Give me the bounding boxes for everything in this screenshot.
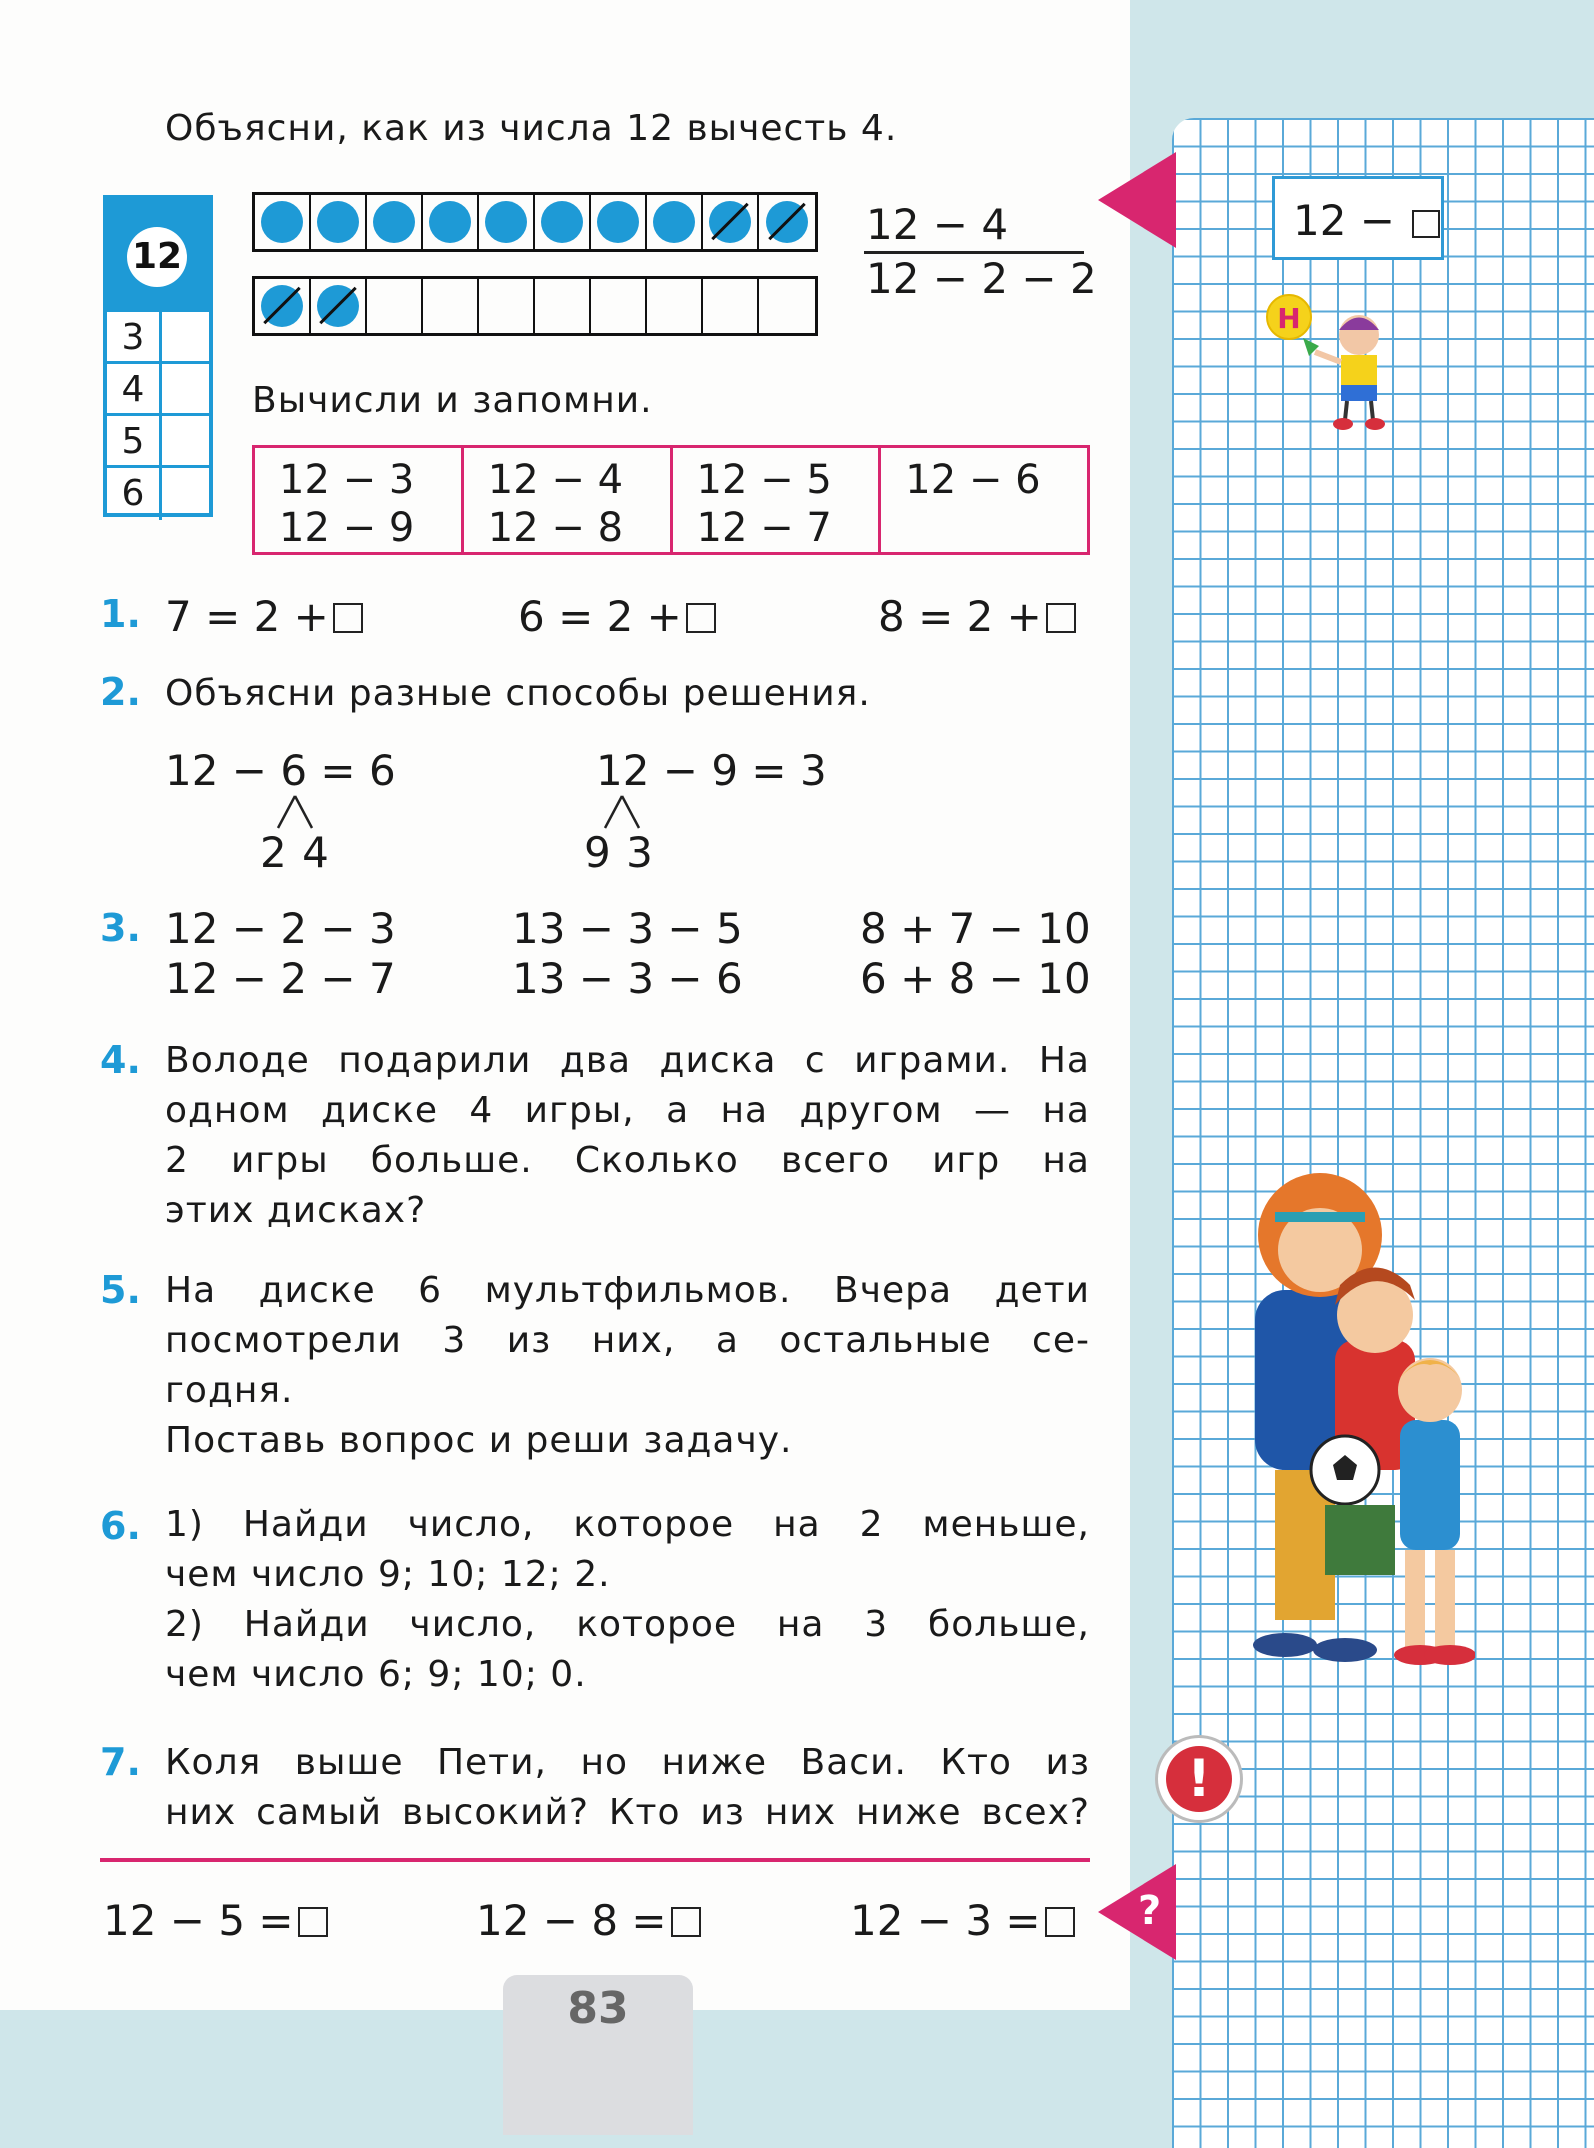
answer-square [298,1907,328,1937]
memo-cell [673,448,882,552]
task5-text [165,1266,1090,1466]
review-expr: 12 − 8 = [476,1896,667,1945]
pointer-triangle [1098,152,1176,248]
crossed-counter-dot [766,201,808,243]
answer-square [671,1907,701,1937]
number-table-row: 3 [107,312,162,364]
memo-expr: 12 − 6 [905,457,1041,503]
memo-cell [464,448,673,552]
text-line: этих дисках? [165,1190,427,1231]
task-number: 5. [100,1268,141,1312]
text-line: 2 игры больше. Сколько всего игр на [165,1140,1090,1181]
text-line: Коля выше Пети, но ниже Васи. Кто из [165,1742,1090,1783]
task-number: 7. [100,1740,141,1784]
task1-expr: 7 = 2 + [165,592,329,641]
memo-expr: 12 − 5 [696,457,832,503]
answer-square [1045,1907,1075,1937]
text-line: чем число 9; 10; 12; 2. [165,1554,611,1595]
children-illustration [1235,1140,1475,1680]
crossed-counter-dot [709,201,751,243]
counter-dot [485,201,527,243]
text-line: Поставь вопрос и реши задачу. [165,1420,793,1461]
memo-expr: 12 − 7 [696,505,832,551]
counter-dot [429,201,471,243]
task2-expr: 12 − 6 = 6 [165,746,396,795]
text-line: Володе подарили два диска с играми. На [165,1040,1090,1081]
task3-expr: 6 + 8 − 10 [860,954,1091,1003]
task2-expr: 12 − 9 = 3 [596,746,827,795]
number-table-row: 4 [107,364,162,416]
task-number: 2. [100,670,141,714]
task3-column [512,904,743,1004]
answer-square [1046,603,1076,633]
review-expr: 12 − 5 = [103,1896,294,1945]
review-item [103,1896,328,1945]
expression-top: 12 − 4 [866,200,1009,249]
text-line: чем число 6; 9; 10; 0. [165,1654,587,1695]
page-number: 83 [503,1975,693,2135]
task-number: 1. [100,592,141,636]
review-item [850,1896,1075,1945]
question-mark-icon: ? [1138,1888,1162,1934]
task-number: 6. [100,1504,141,1548]
compute-title: Вычисли и запомни. [252,380,653,421]
memo-cell [255,448,464,552]
memo-expr: 12 − 9 [279,505,415,551]
important-badge [1158,1738,1240,1820]
text-line: На диске 6 мультфильмов. Вчера дети [165,1270,1090,1311]
exclamation-icon: ! [1166,1746,1232,1812]
text-line: 2) Найди число, которое на 3 больше, [165,1604,1090,1645]
task1-item [518,592,716,641]
task1-expr: 8 = 2 + [878,592,1042,641]
mascot-figure [1265,290,1405,440]
counter-dot [597,201,639,243]
memorize-table [252,445,1090,555]
memo-expr: 12 − 4 [487,457,624,503]
counter-dot [317,201,359,243]
text-line: них самый высокий? Кто из них ниже всех? [165,1792,1090,1833]
task2-split: 2 4 [260,828,329,877]
task3-expr: 12 − 2 − 7 [165,954,396,1003]
number-table-row: 5 [107,416,162,468]
crossed-counter-dot [261,285,303,327]
task3-expr: 12 − 2 − 3 [165,904,396,953]
question-triangle [1098,1864,1176,1960]
text-line: посмотрели 3 из них, а остальные се- [165,1320,1090,1361]
memo-expr: 12 − 3 [279,457,415,503]
answer-square [333,603,363,633]
number-table [103,195,213,517]
task3-column [860,904,1091,1004]
task1-expr: 6 = 2 + [518,592,682,641]
answer-square [1412,210,1440,238]
crossed-counter-dot [317,285,359,327]
task3-expr: 8 + 7 − 10 [860,904,1091,953]
task1-item [165,592,363,641]
mascot-badge: Н [1277,302,1301,335]
counter-dot [373,201,415,243]
task6-text [165,1500,1090,1700]
review-expr: 12 − 3 = [850,1896,1041,1945]
text-line: годня. [165,1370,294,1411]
memo-cell [881,448,1087,552]
task3-expr: 13 − 3 − 5 [512,904,743,953]
intro-text: Объясни, как из числа 12 вычесть 4. [165,108,898,149]
answer-square [686,603,716,633]
side-box-text: 12 − [1293,196,1395,245]
task4-text [165,1036,1090,1236]
number-table-head: 12 [127,227,187,287]
side-box [1272,176,1444,260]
section-divider [100,1858,1090,1862]
task7-text [165,1738,1090,1838]
ten-frame-top [252,192,818,252]
task3-column [165,904,396,1004]
number-table-row: 6 [107,468,162,520]
task1-item [878,592,1076,641]
memo-expr: 12 − 8 [487,505,624,551]
task3-expr: 13 − 3 − 6 [512,954,743,1003]
task2-split: 9 3 [584,828,653,877]
text-line: одном диске 4 игры, а на другом — на [165,1090,1090,1131]
expression-bottom: 12 − 2 − 2 [866,254,1097,303]
review-item [476,1896,701,1945]
counter-dot [653,201,695,243]
ten-frame-bottom [252,276,818,336]
task-number: 4. [100,1038,141,1082]
task2-text: Объясни разные способы решения. [165,673,871,714]
counter-dot [541,201,583,243]
task-number: 3. [100,906,141,950]
counter-dot [261,201,303,243]
text-line: 1) Найди число, которое на 2 меньше, [165,1504,1090,1545]
